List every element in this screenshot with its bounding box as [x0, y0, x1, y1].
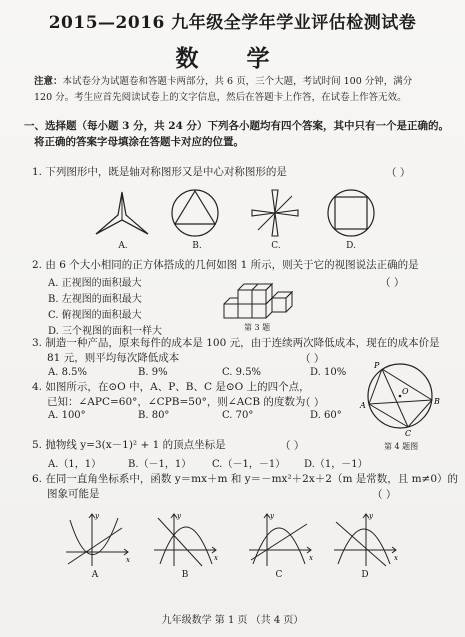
svg-text:x: x — [394, 554, 398, 562]
question-4-option-a: A. 100° — [48, 410, 86, 421]
question-4-stem — [32, 380, 310, 394]
question-2-option-a: A. 正视图的面积最大 — [48, 278, 142, 289]
svg-text:y: y — [177, 512, 181, 520]
question-1-stem — [32, 165, 287, 179]
graph-a-figure — [62, 510, 132, 570]
question-5-number: 5. — [32, 439, 43, 451]
question-2-figure-caption: 第 3 题 — [244, 323, 271, 332]
graph-d-figure — [330, 510, 400, 570]
notice-label: 注意： — [34, 76, 63, 87]
circle-o-figure — [360, 356, 440, 436]
circle-point-c: C — [405, 429, 412, 438]
windmill-figure — [250, 188, 300, 238]
question-5-option-a: A.（1，1） — [48, 459, 102, 470]
question-6-text-2: 图象可能是 — [47, 488, 100, 500]
exam-title: 2015—2016 九年级全学年学业评估检测试卷 — [48, 13, 417, 33]
question-4-option-b: B. 80° — [138, 410, 170, 421]
notice-line-1 — [34, 74, 444, 90]
pinwheel-figure — [92, 190, 152, 240]
question-6-option-b: B — [181, 570, 189, 580]
question-1-option-a: A. — [118, 241, 128, 251]
circle-point-a: A — [360, 401, 366, 410]
question-2-option-b: B. 左视图的面积最大 — [48, 294, 142, 305]
question-6-option-a: A — [91, 570, 99, 580]
question-5-option-d: D.（1，－1） — [304, 459, 368, 470]
svg-text:y: y — [95, 512, 99, 520]
question-2-stem — [32, 258, 419, 272]
question-2-text: 由 6 个大小相同的正方体搭成的几何如图 1 所示，则关于它的视图说法正确的是 — [45, 259, 419, 271]
question-3-number: 3. — [32, 337, 43, 349]
question-3-answer-paren: （ ） — [300, 353, 325, 365]
question-6-answer-paren: （ ） — [372, 489, 397, 501]
section-1-header — [24, 118, 449, 150]
question-4-number: 4. — [32, 381, 43, 393]
notice-block — [34, 74, 444, 106]
cube-stack-figure — [218, 276, 298, 326]
question-3-option-d: D. 10% — [310, 367, 347, 378]
graph-b-figure — [150, 510, 220, 570]
circle-point-p: P — [374, 361, 380, 370]
notice-line-2: 120 分。考生应首先阅读试卷上的文字信息，然后在答题卡上作答，在试卷上作答无效。 — [34, 92, 407, 103]
question-2-option-d: D. 三个视图的面积一样大 — [48, 326, 163, 337]
svg-text:x: x — [309, 554, 313, 562]
question-6-text: 在同一直角坐标系中，函数 y＝mx＋m 和 y＝－mx²＋2x＋2（m 是常数，且 m≠0）的 — [45, 473, 459, 485]
question-2-number: 2. — [32, 259, 43, 271]
question-1-number: 1. — [32, 166, 43, 178]
question-3-text: 制造一种产品，原来每件的成本是 100 元，由于连续两次降低成本，现在的成本价是 — [45, 337, 440, 349]
question-3-text-2: 81 元，则平均每次降低成本 — [47, 352, 180, 364]
question-5-option-c: C.（－1，－1） — [212, 459, 286, 470]
question-5-text: 抛物线 y=3(x－1)² + 1 的顶点坐标是 — [45, 439, 226, 451]
svg-text:x: x — [214, 554, 218, 562]
svg-text:x: x — [126, 556, 130, 564]
question-5-stem — [32, 438, 226, 452]
svg-text:y: y — [369, 512, 373, 520]
svg-text:y: y — [270, 512, 274, 520]
notice-text-1: 本试卷分为试题卷和答题卡两部分，共 6 页，三个大题，考试时间 100 分钟，满分 — [62, 76, 413, 87]
question-3-option-a: A. 8.5% — [48, 367, 87, 378]
page-footer: 九年级数学 第 1 页 （共 4 页） — [161, 615, 304, 626]
question-1-text: 下列图形中，既是轴对称图形又是中心对称图形的是 — [45, 166, 287, 178]
question-5-option-b: B.（－1，1） — [128, 459, 192, 470]
circle-point-o: O — [402, 387, 409, 396]
question-2-answer-paren: （ ） — [380, 277, 405, 289]
question-4-option-d: D. 60° — [310, 410, 342, 421]
question-4-text-2: 已知：∠APC=60°，∠CPB=50°，则∠ACB 的度数为 — [47, 396, 306, 408]
question-3-stem — [32, 336, 440, 350]
circle-point-b: B — [434, 397, 440, 406]
question-1-answer-paren: （ ） — [386, 167, 411, 179]
question-4-text: 如图所示，在⊙O 中，A、P、B、C 是⊙O 上的四个点， — [45, 381, 310, 393]
question-4-figure-caption: 第 4 题图 — [384, 442, 419, 451]
circle-square-figure — [326, 188, 376, 238]
question-6-stem — [32, 472, 458, 486]
question-2-option-c: C. 俯视图的面积最大 — [48, 310, 142, 321]
question-4-option-c: C. 70° — [222, 410, 254, 421]
graph-c-figure — [245, 510, 315, 570]
question-1-option-d: D. — [346, 241, 356, 251]
section-1-line-2: 将正确的答案字母填涂在答题卡对应的位置。 — [34, 136, 244, 148]
question-1-option-c: C. — [271, 241, 281, 251]
question-4-answer-paren: （ ） — [300, 397, 325, 409]
question-6-number: 6. — [32, 473, 43, 485]
question-1-option-b: B. — [192, 241, 202, 251]
question-3-option-c: C. 9.5% — [222, 367, 262, 378]
subject-title: 数 学 — [175, 45, 290, 72]
question-3-option-b: B. 9% — [138, 367, 168, 378]
question-6-option-d: D — [361, 570, 369, 580]
circle-triangle-figure — [170, 188, 220, 238]
section-1-line-1: 一、选择题（每小题 3 分，共 24 分）下列各小题均有四个答案，其中只有一个是正确的。 — [24, 120, 450, 132]
question-6-option-c: C — [275, 570, 283, 580]
question-5-answer-paren: （ ） — [280, 440, 305, 452]
